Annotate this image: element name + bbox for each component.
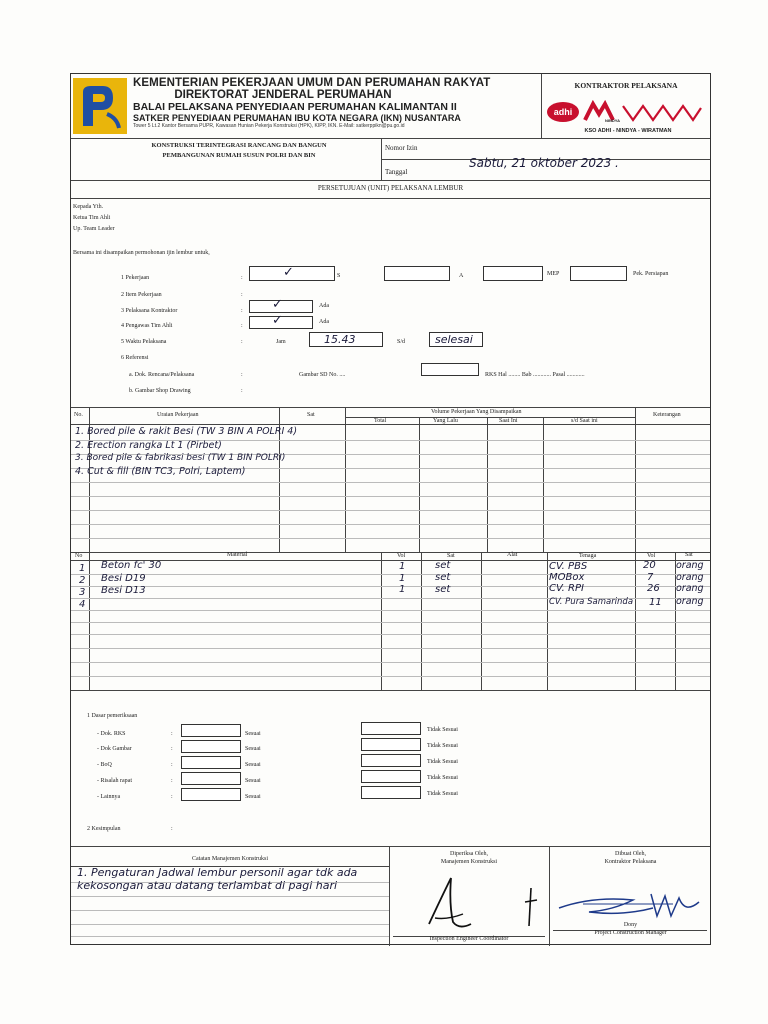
s-label: S	[337, 273, 341, 279]
tidak-sesuai-label-5: Tidak Sesuai	[427, 791, 458, 797]
mat-col-tenaga: Tenaga	[579, 553, 597, 559]
mat-row-2-sat: set	[435, 572, 451, 583]
address-text: Tower 5 Lt.2 Kantor Bersama PUPR, Kawasan Hunian Pekerja Konstruksi (HPK), KIPP, IKN. E-Mail: satkerppikn@pu.go.id	[133, 123, 405, 129]
check-colon-3: :	[171, 762, 173, 768]
sesuai-box-2[interactable]	[181, 740, 241, 753]
pengawas-check: ✓	[272, 313, 283, 328]
colon-3: :	[241, 308, 243, 314]
sesuai-label-4: Sesuai	[245, 778, 261, 784]
check-item-2: - Dok Gambar	[97, 746, 132, 752]
jam-label: Jam	[276, 339, 286, 345]
tidak-sesuai-label-2: Tidak Sesuai	[427, 743, 458, 749]
colon-2: :	[241, 292, 243, 298]
colon-5: :	[241, 339, 243, 345]
mat-row-1-tenaga: CV. PBS	[549, 561, 588, 572]
form-title: PERSETUJUAN (UNIT) PELAKSANA LEMBUR	[317, 184, 464, 192]
check-item-4: - Risalah rapat	[97, 778, 132, 784]
tidak-sesuai-label-4: Tidak Sesuai	[427, 775, 458, 781]
check-colon-4: :	[171, 778, 173, 784]
diperiksa-label: Diperiksa Oleh,	[450, 851, 488, 857]
mat-row-3-vol2: 26	[647, 583, 660, 594]
sesuai-label-3: Sesuai	[245, 762, 261, 768]
colon-6: :	[241, 372, 243, 378]
project-line-2: PEMBANGUNAN RUMAH SUSUN POLRI DAN BIN	[162, 152, 316, 159]
work-col-no: No.	[74, 412, 83, 418]
work-row-2: 2. Erection rangka Lt 1 (Pirbet)	[75, 440, 222, 451]
mat-col-sat2: Sat	[685, 552, 693, 558]
s-checkbox[interactable]	[249, 266, 335, 281]
work-col-uraian: Uraian Pekerjaan	[157, 412, 199, 418]
pelaksana-kontraktor-label: 3 Pelaksana Kontraktor	[121, 308, 178, 314]
mat-row-3-no: 3	[79, 587, 86, 598]
project-line-1: KONSTRUKSI TERINTEGRASI RANCANG DAN BANGUN	[151, 142, 327, 149]
wiratman-logo	[621, 102, 703, 124]
gambar-sd-input[interactable]	[421, 363, 479, 376]
nomor-izin-label: Nomor Izin	[385, 144, 418, 152]
sd-value: selesai	[435, 333, 473, 346]
catatan-title: Catatan Manajemen Konstruksi	[192, 856, 268, 862]
catatan-text: 1. Pengaturan Jadwal lembur personil agar tdk ada kekosongan atau datang terlambat di pagi hari	[77, 866, 358, 892]
nindya-logo	[583, 100, 620, 124]
tanggal-value[interactable]: Sabtu, 21 oktober 2023 .	[469, 156, 619, 170]
pek-persiapan-checkbox[interactable]	[570, 266, 627, 281]
referensi-label: 6 Referensi	[121, 355, 149, 361]
mat-row-4-tenaga: CV. Pura Samarinda	[549, 597, 634, 607]
gambar-shop-label: b. Gambar Shop Drawing	[129, 388, 191, 394]
item-pekerjaan-label: 2 Item Pekerjaan	[121, 292, 162, 298]
sd-label: S/d	[397, 339, 406, 345]
waktu-label: 5 Waktu Pelaksana	[121, 339, 167, 345]
s-check: ✓	[283, 265, 294, 280]
mat-col-no: No	[75, 553, 83, 559]
mat-row-2-sat2: orang	[676, 572, 704, 583]
pengawas-label: 4 Pengawas Tim Ahli	[121, 323, 173, 329]
mk-label: Manajemen Konstruksi	[440, 859, 498, 865]
work-col-sd-saat-ini: s/d Saat ini	[571, 418, 598, 424]
work-col-total: Total	[374, 418, 387, 424]
adhi-logo-text: adhi	[553, 107, 573, 117]
mat-col-vol: Vol	[397, 553, 406, 559]
dasar-pemeriksaan-label: 1 Dasar pemeriksaan	[87, 713, 138, 719]
mat-row-2-no: 2	[79, 575, 86, 586]
tidak-sesuai-box-5[interactable]	[361, 786, 421, 799]
tidak-sesuai-box-3[interactable]	[361, 754, 421, 767]
rks-hal-label: RKS Hal ........ Bab ............ Pasal ............	[485, 372, 585, 378]
work-col-yang-lalu: Yang Lalu	[433, 418, 458, 424]
kp-label: Kontraktor Pelaksana	[604, 859, 657, 865]
check-item-5: - Lainnya	[97, 794, 121, 800]
mat-row-3-material: Besi D13	[101, 585, 146, 596]
kso-name: KSO ADHI - NINDYA - WIRATMAN	[584, 128, 672, 134]
mat-row-3-sat2: orang	[676, 583, 704, 594]
pelaksana-checkbox[interactable]	[249, 297, 313, 313]
dony-label: Dony	[623, 922, 638, 928]
mat-col-sat: Sat	[447, 553, 455, 559]
mat-row-2-vol: 1	[399, 573, 406, 584]
mat-col-material: Material	[227, 552, 248, 558]
gambar-sd-label: Gambar SD No. ....	[299, 372, 346, 378]
mat-row-2-material: Besi D19	[101, 573, 146, 584]
pekerjaan-label: 1 Pekerjaan	[121, 275, 150, 281]
tidak-sesuai-box-1[interactable]	[361, 722, 421, 735]
work-row-1: 1. Bored pile & rakit Besi (TW 3 BIN A POLRI 4)	[75, 426, 298, 437]
pcm-label: Project Construction Manager	[594, 930, 667, 936]
work-col-keterangan: Keterangan	[653, 412, 681, 418]
mat-row-3-sat: set	[435, 584, 451, 595]
ada-label-2: Ada	[319, 319, 329, 325]
ministry-title: KEMENTERIAN PEKERJAAN UMUM DAN PERUMAHAN RAKYAT	[133, 77, 491, 89]
mat-row-3-vol: 1	[399, 584, 406, 595]
sesuai-label-5: Sesuai	[245, 794, 261, 800]
mep-checkbox[interactable]	[483, 266, 543, 281]
mat-row-1-sat2: orang	[676, 560, 704, 571]
dibuat-label: Dibuat Oleh,	[615, 851, 646, 857]
jam-value: 15.43	[324, 333, 356, 346]
adhi-logo	[547, 102, 579, 122]
work-row-3: 3. Bored pile & fabrikasi besi (TW 1 BIN POLRI)	[75, 453, 286, 463]
sesuai-box-5[interactable]	[181, 788, 241, 801]
work-col-saat-ini: Saat Ini	[499, 418, 518, 424]
satker-title: SATKER PENYEDIAAN PERUMAHAN IBU KOTA NEGARA (IKN) NUSANTARA	[133, 113, 461, 123]
inspector-signature	[413, 874, 543, 934]
colon-1: :	[241, 275, 243, 281]
tidak-sesuai-label-3: Tidak Sesuai	[427, 759, 458, 765]
check-colon-5: :	[171, 794, 173, 800]
sesuai-box-3[interactable]	[181, 756, 241, 769]
mat-row-4-vol2: 11	[649, 597, 662, 608]
sesuai-label-1: Sesuai	[245, 731, 261, 737]
tanggal-label: Tanggal	[385, 168, 408, 176]
contractor-heading: KONTRAKTOR PELAKSANA	[574, 81, 678, 90]
addressee-line-1: Kepada Yth.	[73, 204, 104, 210]
addressee-line-2: Ketua Tim Ahli	[73, 215, 111, 221]
check-colon-2: :	[171, 746, 173, 752]
overtime-form	[70, 73, 711, 945]
colon-7: :	[241, 388, 243, 394]
sd-input[interactable]	[429, 332, 483, 347]
a-label: A	[459, 273, 464, 279]
kesimpulan-colon: :	[171, 826, 173, 832]
dok-rencana-label: a. Dok. Rencana/Pelaksana	[129, 372, 195, 378]
manager-signature	[553, 886, 709, 926]
tidak-sesuai-box-2[interactable]	[361, 738, 421, 751]
mep-label: MEP	[547, 271, 560, 277]
pek-persiapan-label: Pek. Persiapan	[633, 271, 669, 277]
pengawas-checkbox[interactable]	[249, 313, 313, 329]
mat-row-1-no: 1	[79, 563, 86, 574]
inspection-label: Inspection Engineer Coordinator	[429, 936, 509, 942]
work-row-4: 4. Cut & fill (BIN TC3, Polri, Laptem)	[75, 466, 246, 477]
addressee-line-3: Up. Team Leader	[73, 226, 115, 232]
mat-row-4-no: 4	[79, 599, 86, 610]
check-colon-1: :	[171, 731, 173, 737]
sesuai-label-2: Sesuai	[245, 746, 261, 752]
mat-row-1-vol2: 20	[643, 560, 656, 571]
directorate-title: DIREKTORAT JENDERAL PERUMAHAN	[174, 89, 392, 101]
mat-col-vol2: Vol	[647, 553, 656, 559]
a-checkbox[interactable]	[384, 266, 450, 281]
jam-input[interactable]	[309, 332, 383, 347]
tidak-sesuai-box-4[interactable]	[361, 770, 421, 783]
pelaksana-check: ✓	[272, 297, 283, 312]
mat-row-1-sat: set	[435, 560, 451, 571]
mat-col-alat: Alat	[507, 552, 518, 558]
sesuai-box-4[interactable]	[181, 772, 241, 785]
sesuai-box-1[interactable]	[181, 724, 241, 737]
nindya-label: NINDYA	[605, 118, 620, 123]
mat-row-1-vol: 1	[399, 561, 406, 572]
work-col-volume: Volume Pekerjaan Yang Disampaikan	[431, 409, 522, 415]
check-item-1: - Dok. RKS	[97, 731, 126, 737]
mat-row-1-material: Beton fc' 30	[101, 560, 162, 571]
check-item-3: - BoQ	[97, 762, 112, 768]
mat-row-2-tenaga: MOBox	[549, 572, 585, 583]
colon-4: :	[241, 323, 243, 329]
tidak-sesuai-label-1: Tidak Sesuai	[427, 727, 458, 733]
kesimpulan-label: 2 Kesimpulan	[87, 826, 121, 832]
intro-text: Bersama ini disampaikan permohonan ijin lembur untuk,	[73, 250, 210, 256]
ada-label-1: Ada	[319, 303, 329, 309]
mat-row-3-tenaga: CV. RPI	[549, 583, 584, 594]
mat-row-2-vol2: 7	[647, 572, 654, 583]
work-col-sat: Sat	[307, 412, 315, 418]
office-title: BALAI PELAKSANA PENYEDIAAN PERUMAHAN KALIMANTAN II	[133, 101, 457, 113]
mat-row-4-sat2: orang	[676, 596, 704, 607]
pupr-logo	[73, 78, 127, 134]
